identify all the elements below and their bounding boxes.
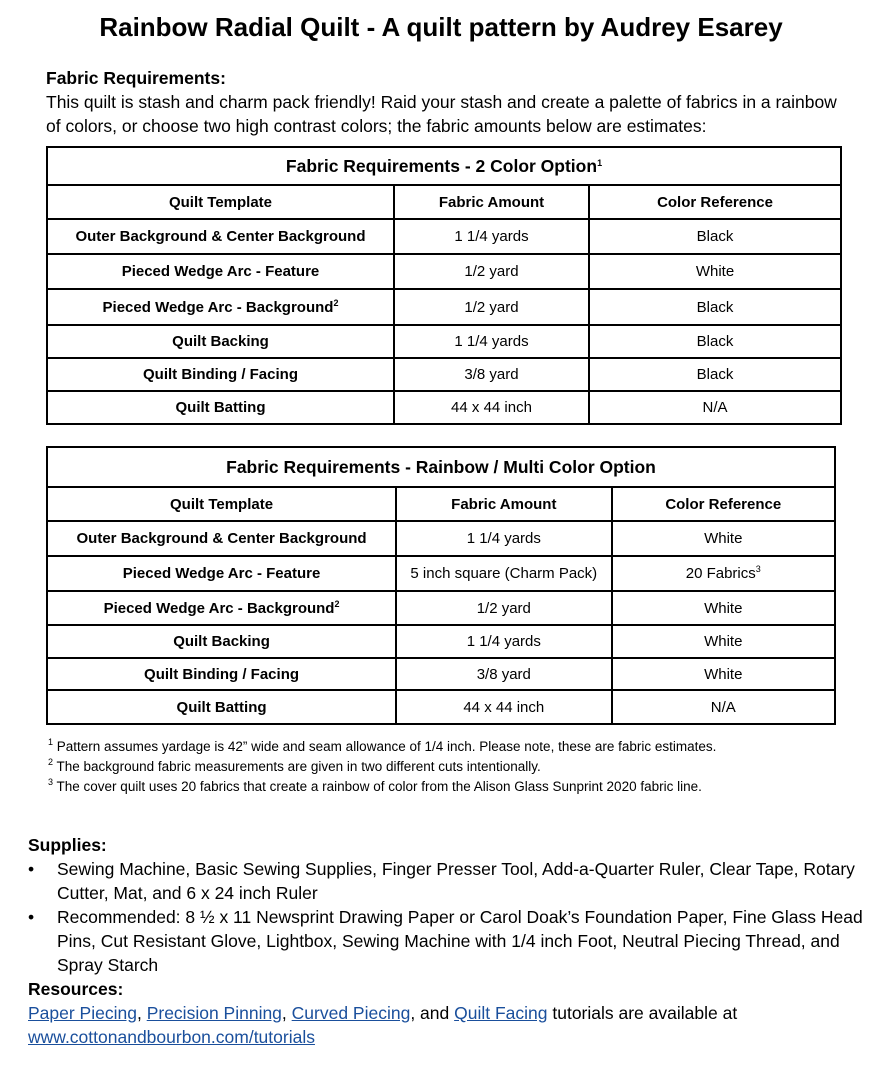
template-cell: Pieced Wedge Arc - Background$^2$ — [47, 289, 394, 325]
template-cell: Outer Background & Center Background — [47, 521, 396, 556]
template-cell: Pieced Wedge Arc - Background$^2$ — [47, 591, 396, 625]
column-header: Quilt Template — [47, 487, 396, 521]
table-row — [47, 391, 841, 424]
color-cell: White — [612, 591, 835, 625]
column-header: Fabric Amount — [396, 487, 611, 521]
footnote: $^2$ The background fabric measurements are given in two different cuts intentionally. — [48, 757, 541, 774]
quilt-facing-link[interactable]: Quilt Facing — [454, 1003, 548, 1023]
paper-piecing-link[interactable]: Paper Piecing — [28, 1003, 137, 1023]
template-cell: Outer Background & Center Background — [47, 219, 394, 254]
amount-cell: 1 1/4 yards — [394, 325, 589, 358]
page-title: Rainbow Radial Quilt - A quilt pattern by Audrey Esarey — [99, 12, 783, 42]
color-cell: White — [612, 658, 835, 690]
bullet-icon: • — [28, 907, 35, 927]
table-caption: Fabric Requirements - 2 Color Option$^1$ — [47, 147, 841, 185]
curved-piecing-link[interactable]: Curved Piecing — [291, 1003, 411, 1023]
table-row — [47, 289, 841, 325]
resources-heading: Resources: — [28, 979, 124, 999]
amount-cell: 1/2 yard — [394, 289, 589, 325]
template-cell: Quilt Backing — [47, 625, 396, 658]
template-cell: Quilt Binding / Facing — [47, 358, 394, 391]
table-row — [47, 521, 835, 556]
color-cell: White — [612, 625, 835, 658]
resources-text: Paper Piecing, Precision Pinning, Curved Piecing, and Quilt Facing tutorials are available at — [28, 1003, 738, 1023]
bullet-icon: • — [28, 859, 35, 879]
table-row — [47, 219, 841, 254]
template-cell: Quilt Backing — [47, 325, 394, 358]
amount-cell: 1/2 yard — [394, 254, 589, 289]
color-cell: White — [612, 521, 835, 556]
amount-cell: 5 inch square (Charm Pack) — [396, 556, 611, 591]
column-header: Color Reference — [612, 487, 835, 521]
amount-cell: 3/8 yard — [394, 358, 589, 391]
table-row — [47, 658, 835, 690]
list-item: • Recommended: 8 ½ x 11 Newsprint Drawing Paper or Carol Doak’s Foundation Paper, Fine Glass Head Pins, Cut Resistant Glove, Lightbox, Sewing Machine with 1/4 inch Foot, Neutral Piecing Thread, and Spray Starch — [28, 907, 863, 975]
table-row — [47, 625, 835, 658]
supplies-section — [28, 833, 868, 1049]
amount-cell: 1 1/4 yards — [394, 219, 589, 254]
footnotes — [48, 737, 716, 797]
fabric-requirements-heading: Fabric Requirements: — [46, 68, 226, 88]
intro-section — [46, 66, 846, 138]
template-cell: Quilt Batting — [47, 690, 396, 724]
color-cell: Black — [589, 219, 841, 254]
amount-cell: 44 x 44 inch — [396, 690, 611, 724]
color-cell: White — [589, 254, 841, 289]
color-cell: Black — [589, 289, 841, 325]
table-row — [47, 358, 841, 391]
two-color-table — [46, 146, 842, 425]
footnote: $^1$ Pattern assumes yardage is 42” wide and seam allowance of 1/4 inch. Please note, these are fabric estimates. — [48, 737, 717, 754]
column-header: Color Reference — [589, 185, 841, 219]
color-cell: N/A — [612, 690, 835, 724]
supplies-list — [28, 857, 868, 977]
column-header: Quilt Template — [47, 185, 394, 219]
template-cell: Pieced Wedge Arc - Feature — [47, 254, 394, 289]
template-cell: Quilt Binding / Facing — [47, 658, 396, 690]
template-cell: Pieced Wedge Arc - Feature — [47, 556, 396, 591]
table-row — [47, 325, 841, 358]
table-row — [47, 556, 835, 591]
color-cell: Black — [589, 325, 841, 358]
rainbow-multi-color-table — [46, 446, 836, 725]
table-caption: Fabric Requirements - Rainbow / Multi Color Option — [47, 447, 835, 487]
amount-cell: 3/8 yard — [396, 658, 611, 690]
column-header: Fabric Amount — [394, 185, 589, 219]
color-cell: 20 Fabrics$^3$ — [612, 556, 835, 591]
supplies-heading: Supplies: — [28, 835, 107, 855]
precision-pinning-link[interactable]: Precision Pinning — [146, 1003, 282, 1023]
footnote: $^3$ The cover quilt uses 20 fabrics that create a rainbow of color from the Alison Glass Sunprint 2020 fabric line. — [48, 777, 702, 794]
intro-text: This quilt is stash and charm pack friendly! Raid your stash and create a palette of fabrics in a rainbow of colors, or choose two high contrast colors; the fabric amounts below are estimates: — [46, 92, 837, 136]
template-cell: Quilt Batting — [47, 391, 394, 424]
amount-cell: 1 1/4 yards — [396, 521, 611, 556]
amount-cell: 44 x 44 inch — [394, 391, 589, 424]
table-row — [47, 591, 835, 625]
color-cell: Black — [589, 358, 841, 391]
table-row — [47, 254, 841, 289]
list-item: • Sewing Machine, Basic Sewing Supplies, Finger Presser Tool, Add-a-Quarter Ruler, Clear Tape, Rotary Cutter, Mat, and 6 x 24 inch Ruler — [28, 859, 855, 903]
amount-cell: 1/2 yard — [396, 591, 611, 625]
table-row — [47, 690, 835, 724]
amount-cell: 1 1/4 yards — [396, 625, 611, 658]
color-cell: N/A — [589, 391, 841, 424]
tutorials-url-link[interactable]: www.cottonandbourbon.com/tutorials — [28, 1027, 315, 1047]
